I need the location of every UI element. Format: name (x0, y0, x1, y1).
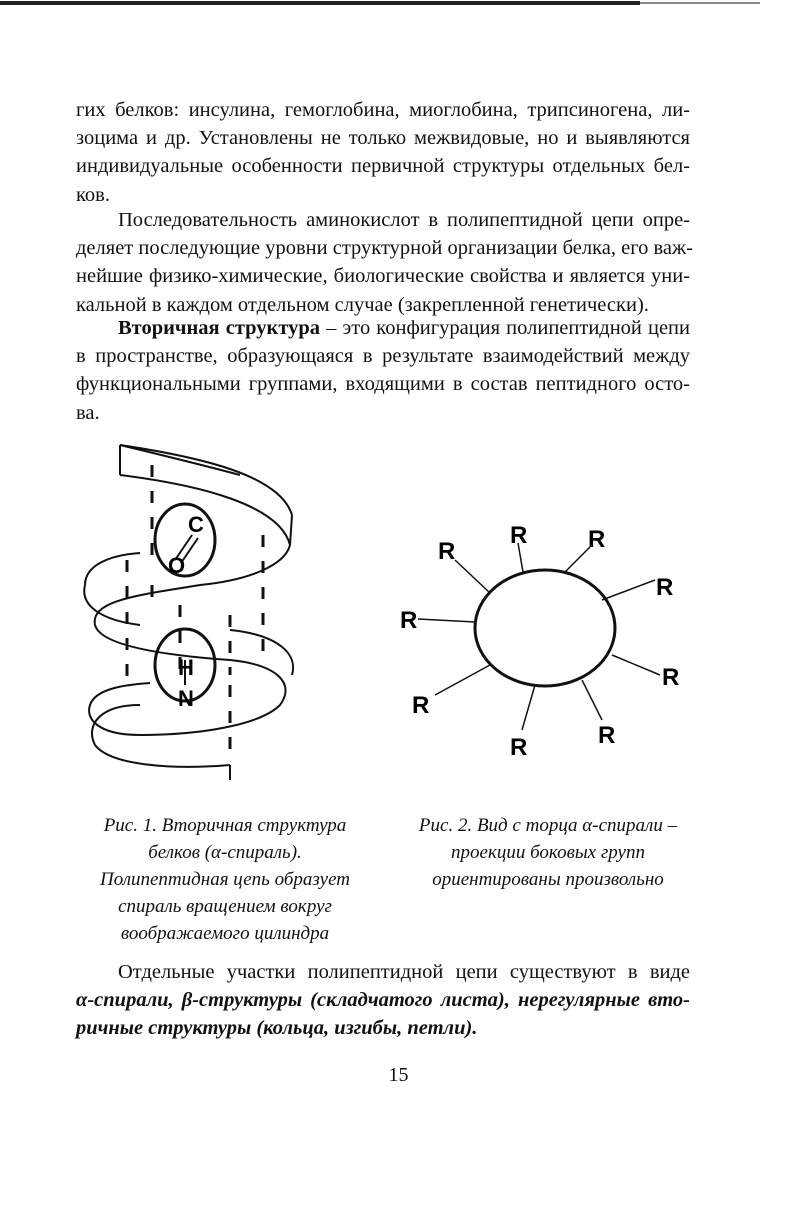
text-line: ков. (76, 183, 110, 206)
text-line-bold: α-спирали, β-структуры (складчатого листа), нерегулярные вто- (76, 989, 690, 1012)
caption-line: Полипептидная цепь образует (99, 869, 351, 890)
caption-line: проекции боковых групп (451, 842, 645, 863)
paragraph-2 (76, 206, 694, 319)
label-n: N (178, 686, 194, 711)
caption-line: ориентированы произвольно (432, 869, 664, 890)
side-group-label: R (510, 522, 528, 549)
figure-2-caption (388, 812, 708, 893)
text-line: функциональными группами, входящими в состав пептидного осто- (76, 373, 690, 396)
side-group-label: R (412, 692, 430, 719)
text-line: деляет последующие уровни структурной организации белка, его важ- (76, 237, 694, 260)
side-group-label: R (400, 607, 418, 634)
label-c: C (188, 512, 204, 537)
figure-alpha-helix (80, 435, 310, 785)
page-number: 15 (388, 1064, 409, 1086)
side-group-label: R (598, 722, 616, 749)
side-group-label: R (588, 526, 606, 553)
caption-line: Рис. 1. Вторичная структура (103, 815, 347, 836)
figure-1-caption (70, 812, 380, 947)
text-line: индивидуальные особенности первичной структуры отдельных бел- (76, 155, 690, 178)
term-secondary-structure: Вторичная структура (118, 317, 321, 339)
paragraph-3 (76, 314, 690, 427)
caption-line: воображаемого цилиндра (120, 923, 330, 944)
caption-line: Рис. 2. Вид с торца α-спирали – (418, 815, 678, 836)
paragraph-4 (76, 958, 690, 1043)
paragraph-1 (76, 96, 690, 209)
text-line: в пространстве, образующаяся в результате взаимодействий между (76, 345, 690, 368)
side-group-label: R (438, 538, 456, 565)
text-line: нейшие физико-химические, биологические свойства и является уни- (76, 265, 690, 288)
caption-line: белков (α-спираль). (148, 842, 302, 863)
text-line: зоцима и др. Установлены не только межвидовые, но и выявляются (76, 127, 690, 150)
text-fragment: – это конфигурация полипептидной цепи (320, 317, 691, 339)
label-o: O (168, 553, 186, 578)
side-group-label: R (510, 734, 528, 761)
text-line-bold: ричные структуры (кольца, изгибы, петли). (76, 1017, 478, 1040)
side-group-label: R (662, 664, 680, 691)
text-line: ва. (76, 401, 100, 424)
text-line: гих белков: инсулина, гемоглобина, миоглобина, трипсиногена, ли- (76, 99, 690, 121)
figure-helix-end-view (390, 515, 710, 775)
label-h: H (178, 655, 194, 680)
text-line: Отдельные участки полипептидной цепи существуют в виде (118, 961, 690, 983)
text-line: Последовательность аминокислот в полипептидной цепи опре- (118, 209, 690, 231)
side-group-label: R (656, 574, 674, 601)
top-border (0, 0, 797, 14)
text-line: кальной в каждом отдельном случае (закрепленной генетически). (76, 293, 649, 316)
text-line (76, 314, 690, 342)
caption-line: спираль вращением вокруг (118, 896, 332, 917)
